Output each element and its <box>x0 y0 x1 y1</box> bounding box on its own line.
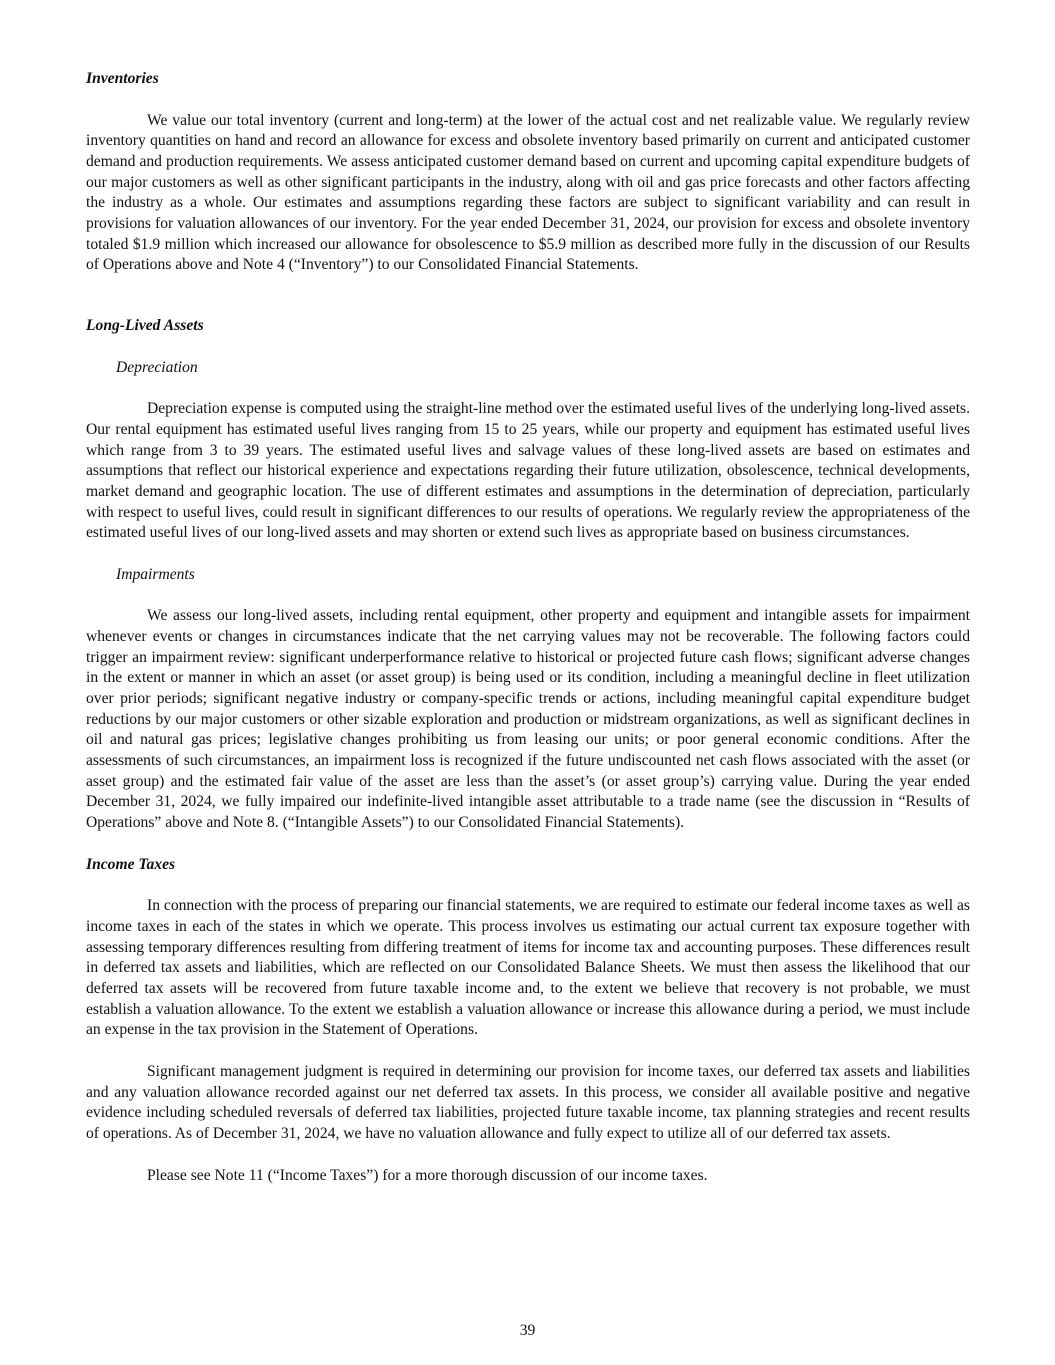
heading-long-lived-assets: Long-Lived Assets <box>86 316 204 334</box>
paragraph-income-taxes-3: Please see Note 11 (“Income Taxes”) for a more thorough discussion of our income taxes. <box>147 1166 708 1184</box>
paragraph-income-taxes-1: In connection with the process of preparing our financial statements, we are required to estimate our federal income taxes as well as income taxes in each of the states in which we operate. This process involves us estimating our actual current tax exposure together with assessing temporary differences resulting from differing treatment of items for income tax and accounting purposes. These differences result in deferred tax assets and liabilities, which are reflected on our Consolidated Balance Sheets. We must then assess the likelihood that our deferred tax assets will be recovered from future taxable income and, to the extent we believe that recovery is not probable, we must establish a valuation allowance. To the extent we establish a valuation allowance or increase this allowance during a period, we must include an expense in the tax provision in the Statement of Operations. <box>86 897 970 1039</box>
page-number: 39 <box>519 1322 536 1339</box>
paragraph-depreciation: Depreciation expense is computed using the straight-line method over the estimated useful lives of the underlying long-lived assets. Our rental equipment has estimated useful lives ranging from 15 to 25 years, while our property and equipment has estimated useful lives which range from 3 to 39 years. The estimated useful lives and salvage values of these long-lived assets are based on estimates and assumptions that reflect our historical experience and expectations regarding their future utilization, obsolescence, technical developments, market demand and geographic location. The use of different estimates and assumptions in the determination of depreciation, particularly with respect to useful lives, could result in significant differences to our results of operations. We regularly review the appropriateness of the estimated useful lives of our long-lived assets and may shorten or extend such lives as appropriate based on business circumstances. <box>86 400 970 542</box>
paragraph-inventories: We value our total inventory (current and long-term) at the lower of the actual cost and net realizable value. We regularly review inventory quantities on hand and record an allowance for excess and obsolete inventory based primarily on current and anticipated customer demand and production requirements. We assess anticipated customer demand based on current and upcoming capital expenditure budgets of our major customers as well as other significant participants in the industry, along with oil and gas price forecasts and other factors affecting the industry as a whole. Our estimates and assumptions regarding these factors are subject to significant variability and can result in provisions for valuation allowances of our inventory. For the year ended December 31, 2024, our provision for excess and obsolete inventory totaled $1.9 million which increased our allowance for obsolescence to $5.9 million as described more fully in the discussion of our Results of Operations above and Note 4 (“Inventory”) to our Consolidated Financial Statements. <box>86 111 970 274</box>
paragraph-income-taxes-2: Significant management judgment is required in determining our provision for income taxes, our deferred tax assets and liabilities and any valuation allowance recorded against our net deferred tax assets. In this process, we consider all available positive and negative evidence including scheduled reversals of deferred tax liabilities, projected future taxable income, tax planning strategies and recent results of operations. As of December 31, 2024, we have no valuation allowance and fully expect to utilize all of our deferred tax assets. <box>86 1062 970 1142</box>
document-page <box>86 69 970 1207</box>
paragraph-impairments: We assess our long-lived assets, including rental equipment, other property and equipment and intangible assets for impairment whenever events or changes in circumstances indicate that the net carrying values may not be recoverable. The following factors could trigger an impairment review: significant underperformance relative to historical or projected future cash flows; significant adverse changes in the extent or manner in which an asset (or asset group) is being used or its condition, including a meaningful decline in fleet utilization over prior periods; significant negative industry or company-specific trends or actions, including meaningful capital expenditure budget reductions by our major customers or other sizable exploration and production or midstream organizations, as well as significant declines in oil and natural gas prices; legislative changes prohibiting us from leasing our units; or poor general economic conditions. After the assessments of such circumstances, an impairment loss is recognized if the future undiscounted net cash flows associated with the asset (or asset group) and the estimated fair value of the asset are less than the asset’s (or asset group’s) carrying value. During the year ended December 31, 2024, we fully impaired our indefinite-lived intangible asset attributable to a trade name (see the discussion in “Results of Operations” above and Note 8. (“Intangible Assets”) to our Consolidated Financial Statements). <box>86 607 970 832</box>
heading-inventories: Inventories <box>86 70 159 87</box>
heading-income-taxes: Income Taxes <box>86 855 176 873</box>
subheading-impairments: Impairments <box>116 565 195 583</box>
subheading-depreciation: Depreciation <box>116 358 198 376</box>
